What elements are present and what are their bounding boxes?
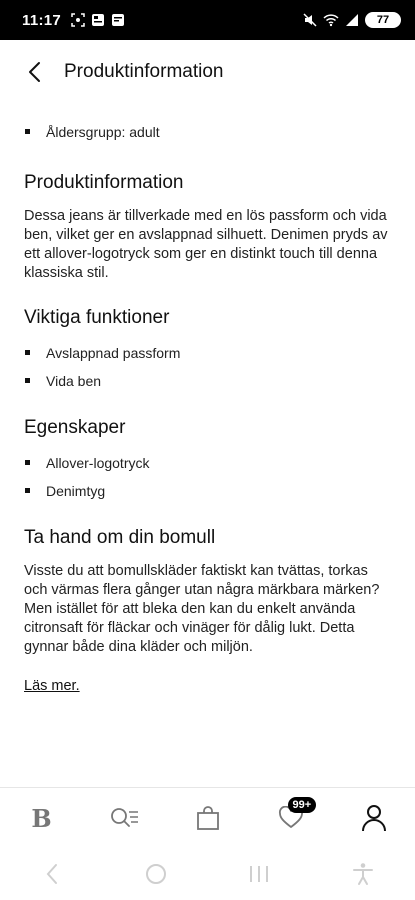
news-app-icon <box>91 13 105 27</box>
list-item: Avslappnad passform <box>24 343 394 363</box>
shopping-bag-icon <box>195 805 221 831</box>
system-back-icon <box>45 863 59 885</box>
nav-account[interactable] <box>349 793 399 843</box>
nav-bag[interactable] <box>183 793 233 843</box>
system-home-icon <box>144 862 168 886</box>
system-home-button[interactable] <box>136 854 176 894</box>
page-header <box>0 40 415 104</box>
list-item: Allover-logotryck <box>24 453 394 473</box>
search-list-icon <box>110 806 140 830</box>
signal-icon <box>345 13 359 27</box>
user-icon <box>361 804 387 832</box>
product-details-content <box>24 104 394 695</box>
attributes-list <box>24 122 394 142</box>
chevron-left-icon <box>27 61 41 83</box>
list-item: Vida ben <box>24 371 394 391</box>
accessibility-icon <box>352 862 374 886</box>
care-text: Visste du att bomullskläder faktiskt kan tvättas, torkas och värmas flera gånger utan några märkbara märken? Men istället för att bleka den kan du enkelt använda citronsaft för fläckar och vinäger för dålig lukt. Detta gynnar både dina kläder och miljön. <box>24 563 380 655</box>
nav-search[interactable] <box>100 793 150 843</box>
properties-list <box>24 453 394 501</box>
system-recents-icon <box>248 864 270 884</box>
properties-heading: Egenskaper <box>24 417 126 438</box>
product-info-heading: Produktinformation <box>24 172 184 193</box>
system-recents-button[interactable] <box>239 854 279 894</box>
bottom-navigation <box>0 787 415 848</box>
system-navigation-bar <box>0 847 415 900</box>
screenshot-icon <box>71 13 85 27</box>
nav-wishlist[interactable] <box>266 793 316 843</box>
brand-logo: B <box>31 803 52 833</box>
nav-home[interactable] <box>17 793 67 843</box>
key-features-list <box>24 343 394 391</box>
system-back-button[interactable] <box>32 854 72 894</box>
battery-indicator: 77 <box>365 12 401 28</box>
status-time: 11:17 <box>22 11 62 29</box>
message-app-icon <box>111 13 125 27</box>
product-info-text: Dessa jeans är tillverkade med en lös passform och vida ben, vilket ger en avslappnad silhuett. Denimen pryds av ett allover-logotryck som ger en distinkt touch till denna klassiska stil. <box>24 208 388 281</box>
back-button[interactable] <box>22 60 46 84</box>
care-heading: Ta hand om din bomull <box>24 527 216 548</box>
read-more-link[interactable]: Läs mer. <box>24 678 80 694</box>
list-item: Åldersgrupp: adult <box>24 122 394 142</box>
status-system-icons <box>303 12 401 28</box>
mute-icon <box>303 13 317 27</box>
page-title: Produktinformation <box>64 61 224 82</box>
key-features-heading: Viktiga funktioner <box>24 307 170 328</box>
status-bar <box>0 0 415 40</box>
accessibility-button[interactable] <box>343 854 383 894</box>
status-notification-icons <box>71 13 125 27</box>
wishlist-count-badge: 99+ <box>288 797 317 813</box>
wifi-icon <box>323 13 339 27</box>
list-item: Denimtyg <box>24 481 394 501</box>
